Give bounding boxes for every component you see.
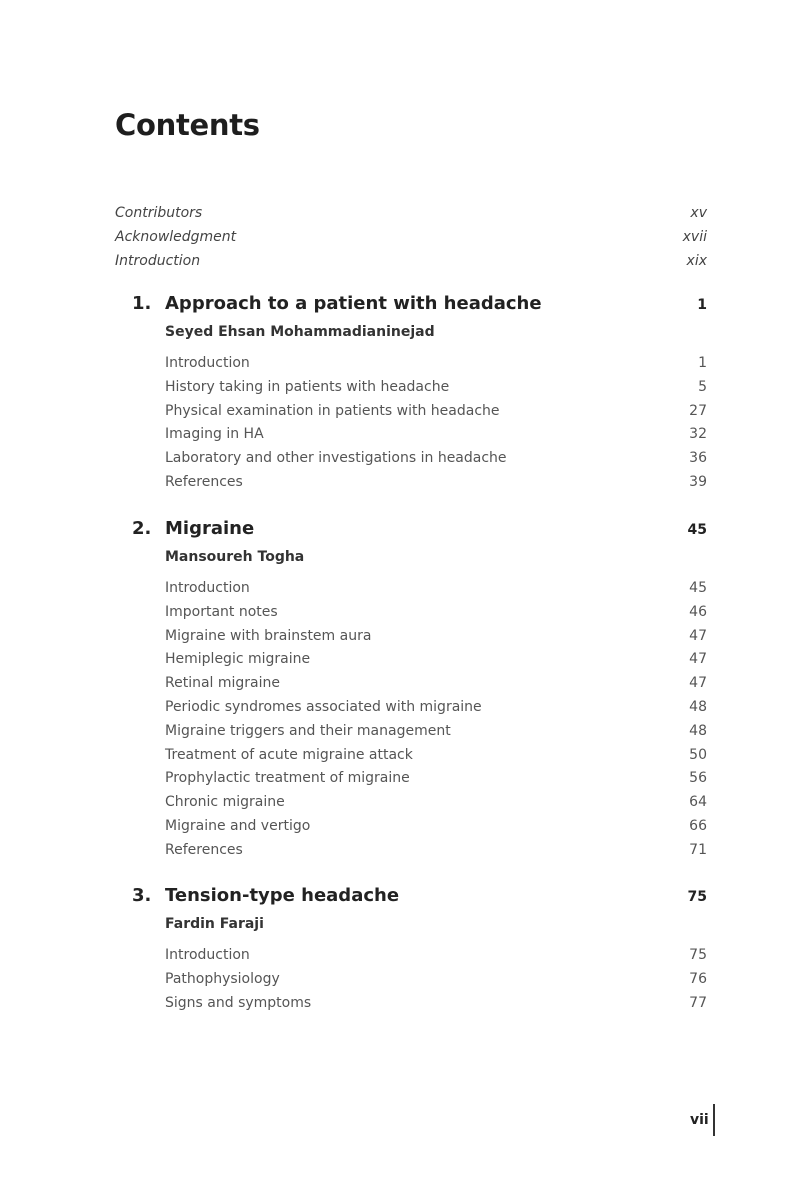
chapter-author: Fardin Faraji bbox=[165, 916, 264, 932]
chapter-heading[interactable] bbox=[132, 289, 707, 319]
section-page: 71 bbox=[689, 841, 707, 858]
section-entry[interactable] bbox=[165, 376, 707, 400]
section-label: Chronic migraine bbox=[165, 794, 285, 811]
section-label: Pathophysiology bbox=[165, 970, 280, 987]
section-page: 39 bbox=[689, 473, 707, 490]
section-page: 50 bbox=[689, 746, 707, 763]
toc-entry-label: Contributors bbox=[115, 205, 203, 221]
section-entry[interactable] bbox=[165, 744, 707, 768]
chapter-number: 3. bbox=[132, 885, 152, 906]
section-label: Hemiplegic migraine bbox=[165, 651, 311, 668]
section-entry[interactable] bbox=[165, 648, 707, 672]
section-page: 47 bbox=[689, 651, 707, 668]
front-matter-list bbox=[115, 201, 707, 273]
section-page: 1 bbox=[698, 355, 707, 371]
section-page: 77 bbox=[689, 994, 707, 1011]
section-entry[interactable] bbox=[165, 815, 707, 839]
chapter-title: Migraine bbox=[165, 518, 255, 539]
section-label: Introduction bbox=[165, 355, 250, 371]
section-list bbox=[165, 944, 707, 1015]
section-list bbox=[165, 577, 707, 863]
section-label: Periodic syndromes associated with migraine bbox=[165, 698, 482, 715]
toc-entry-page: xvii bbox=[682, 229, 707, 245]
chapter-author: Mansoureh Togha bbox=[165, 549, 305, 565]
section-label: Important notes bbox=[165, 603, 278, 620]
section-entry[interactable] bbox=[165, 400, 707, 424]
chapter-title: Approach to a patient with headache bbox=[165, 293, 542, 314]
section-label: Signs and symptoms bbox=[165, 994, 312, 1011]
section-page: 56 bbox=[689, 770, 707, 787]
section-page: 45 bbox=[689, 580, 707, 596]
section-label: Introduction bbox=[165, 947, 250, 963]
chapter-title: Tension-type headache bbox=[165, 885, 400, 906]
chapter-heading[interactable] bbox=[132, 514, 707, 544]
section-label: Treatment of acute migraine attack bbox=[165, 746, 413, 763]
section-page: 46 bbox=[689, 603, 707, 620]
toc-entry-acknowledgment[interactable] bbox=[115, 225, 707, 249]
section-page: 48 bbox=[689, 722, 707, 739]
section-page: 66 bbox=[689, 817, 707, 834]
section-entry[interactable] bbox=[165, 601, 707, 625]
section-label: Migraine with brainstem aura bbox=[165, 627, 372, 644]
section-page: 5 bbox=[698, 378, 707, 395]
section-page: 27 bbox=[689, 402, 707, 419]
section-entry[interactable] bbox=[165, 672, 707, 696]
toc-entry-introduction[interactable] bbox=[115, 249, 707, 273]
chapter-2 bbox=[132, 514, 707, 863]
section-label: Imaging in HA bbox=[165, 426, 264, 443]
toc-entry-page: xv bbox=[690, 205, 707, 221]
toc-entry-contributors[interactable] bbox=[115, 201, 707, 225]
section-entry[interactable] bbox=[165, 720, 707, 744]
section-entry[interactable] bbox=[165, 352, 707, 376]
section-entry[interactable] bbox=[165, 791, 707, 815]
section-entry[interactable] bbox=[165, 577, 707, 601]
section-entry[interactable] bbox=[165, 696, 707, 720]
section-label: Physical examination in patients with headache bbox=[165, 402, 500, 419]
section-page: 48 bbox=[689, 698, 707, 715]
chapter-number: 1. bbox=[132, 293, 152, 314]
section-entry[interactable] bbox=[165, 471, 707, 495]
section-entry[interactable] bbox=[165, 447, 707, 471]
section-label: History taking in patients with headache bbox=[165, 378, 450, 395]
chapter-author: Seyed Ehsan Mohammadianinejad bbox=[165, 324, 435, 340]
section-label: References bbox=[165, 841, 243, 858]
section-label: Introduction bbox=[165, 580, 250, 596]
section-page: 47 bbox=[689, 675, 707, 692]
section-entry[interactable] bbox=[165, 625, 707, 649]
section-entry[interactable] bbox=[165, 767, 707, 791]
section-entry[interactable] bbox=[165, 944, 707, 968]
toc-entry-page: xix bbox=[686, 253, 707, 269]
section-entry[interactable] bbox=[165, 423, 707, 447]
section-page: 36 bbox=[689, 450, 707, 467]
page-title: Contents bbox=[115, 108, 260, 142]
chapter-page: 1 bbox=[697, 297, 707, 313]
chapter-3 bbox=[132, 881, 707, 1015]
section-entry[interactable] bbox=[165, 992, 707, 1016]
chapter-page: 45 bbox=[687, 522, 707, 538]
section-page: 64 bbox=[689, 794, 707, 811]
toc-entry-label: Introduction bbox=[115, 253, 201, 269]
section-label: Retinal migraine bbox=[165, 675, 281, 692]
chapter-heading[interactable] bbox=[132, 881, 707, 911]
folio-divider bbox=[713, 1104, 715, 1136]
page-number: vii bbox=[690, 1112, 709, 1128]
chapter-number: 2. bbox=[132, 518, 152, 539]
section-page: 32 bbox=[689, 426, 707, 443]
section-page: 47 bbox=[689, 627, 707, 644]
section-entry[interactable] bbox=[165, 968, 707, 992]
section-label: Laboratory and other investigations in headache bbox=[165, 450, 507, 467]
chapter-1 bbox=[132, 289, 707, 495]
section-label: Prophylactic treatment of migraine bbox=[165, 770, 410, 787]
section-label: Migraine and vertigo bbox=[165, 817, 311, 834]
section-page: 75 bbox=[689, 947, 707, 963]
section-entry[interactable] bbox=[165, 839, 707, 863]
chapter-page: 75 bbox=[687, 889, 707, 905]
section-page: 76 bbox=[689, 970, 707, 987]
section-label: Migraine triggers and their management bbox=[165, 722, 451, 739]
section-label: References bbox=[165, 473, 243, 490]
section-list bbox=[165, 352, 707, 495]
toc-entry-label: Acknowledgment bbox=[115, 229, 237, 245]
